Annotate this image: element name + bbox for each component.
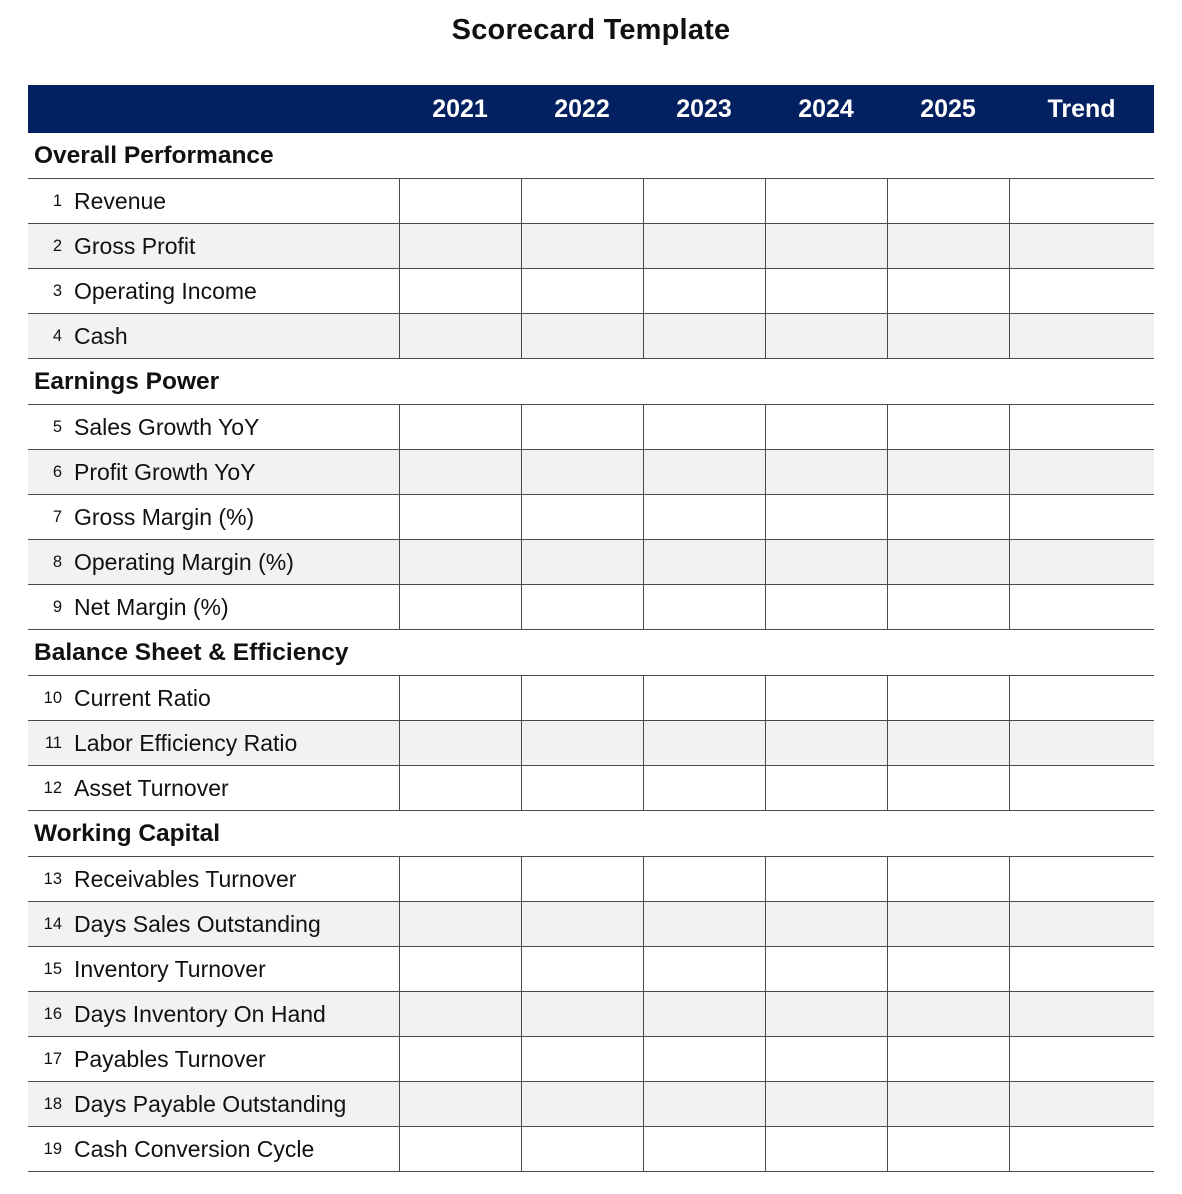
cell-2025[interactable] — [887, 405, 1009, 449]
cell-trend[interactable] — [1009, 224, 1154, 268]
cell-2021[interactable] — [399, 721, 521, 765]
cell-trend[interactable] — [1009, 857, 1154, 901]
table-row — [28, 269, 1154, 314]
cell-2025[interactable] — [887, 269, 1009, 313]
table-row — [28, 224, 1154, 269]
cell-2021[interactable] — [399, 1127, 521, 1171]
table-row — [28, 992, 1154, 1037]
row-number: 1 — [52, 191, 62, 210]
cell-2022[interactable] — [521, 721, 643, 765]
cell-2024[interactable] — [765, 314, 887, 358]
row-number: 18 — [43, 1094, 62, 1113]
row-number: 13 — [43, 869, 62, 888]
cell-2024[interactable] — [765, 179, 887, 223]
cell-2025[interactable] — [887, 495, 1009, 539]
header-trend: Trend — [1047, 95, 1116, 123]
metric-name: Days Sales Outstanding — [74, 910, 321, 937]
metric-label-cell — [28, 1127, 399, 1171]
page-title: Scorecard Template — [451, 14, 731, 46]
cell-2023[interactable] — [643, 179, 765, 223]
cell-trend[interactable] — [1009, 405, 1154, 449]
metric-label-cell — [28, 224, 399, 268]
row-number: 10 — [43, 688, 62, 707]
cell-trend[interactable] — [1009, 495, 1154, 539]
cell-2022[interactable] — [521, 1127, 643, 1171]
cell-2023[interactable] — [643, 1037, 765, 1081]
cell-2021[interactable] — [399, 1037, 521, 1081]
cell-2024[interactable] — [765, 947, 887, 991]
cell-trend[interactable] — [1009, 269, 1154, 313]
metric-name: Revenue — [74, 187, 167, 214]
metric-label-cell — [28, 314, 399, 358]
cell-2021[interactable] — [399, 585, 521, 629]
metric-name: Net Margin (%) — [74, 593, 229, 620]
metric-label-cell — [28, 405, 399, 449]
cell-2022[interactable] — [521, 224, 643, 268]
table-row — [28, 314, 1154, 359]
row-number: 12 — [43, 778, 62, 797]
cell-2022[interactable] — [521, 450, 643, 494]
cell-2021[interactable] — [399, 676, 521, 720]
cell-2023[interactable] — [643, 405, 765, 449]
row-number: 6 — [52, 462, 62, 481]
section-title: Balance Sheet & Efficiency — [28, 630, 1154, 676]
cell-2022[interactable] — [521, 902, 643, 946]
section-title: Earnings Power — [28, 359, 1154, 405]
cell-trend[interactable] — [1009, 1082, 1154, 1126]
table-row — [28, 721, 1154, 766]
table-header-row — [28, 85, 1154, 133]
cell-2024[interactable] — [765, 269, 887, 313]
metric-label-cell — [28, 450, 399, 494]
metric-label-cell — [28, 495, 399, 539]
row-number: 15 — [43, 959, 62, 978]
cell-2021[interactable] — [399, 314, 521, 358]
metric-name: Days Payable Outstanding — [74, 1090, 347, 1117]
cell-2021[interactable] — [399, 405, 521, 449]
metric-name: Gross Profit — [74, 232, 196, 259]
scorecard-table — [28, 85, 1154, 1172]
cell-2022[interactable] — [521, 269, 643, 313]
table-row — [28, 405, 1154, 450]
cell-2024[interactable] — [765, 405, 887, 449]
metric-label-cell — [28, 1037, 399, 1081]
cell-2023[interactable] — [643, 947, 765, 991]
row-number: 14 — [43, 914, 62, 933]
cell-2025[interactable] — [887, 224, 1009, 268]
cell-2024[interactable] — [765, 721, 887, 765]
row-number: 16 — [43, 1004, 62, 1023]
cell-2024[interactable] — [765, 676, 887, 720]
header-year-2025: 2025 — [920, 95, 976, 123]
cell-2025[interactable] — [887, 540, 1009, 584]
metric-label-cell — [28, 992, 399, 1036]
header-year-2022: 2022 — [554, 95, 610, 123]
cell-2022[interactable] — [521, 179, 643, 223]
cell-2023[interactable] — [643, 314, 765, 358]
metric-label-cell — [28, 269, 399, 313]
cell-2022[interactable] — [521, 495, 643, 539]
table-row — [28, 585, 1154, 630]
cell-trend[interactable] — [1009, 902, 1154, 946]
table-row — [28, 1127, 1154, 1172]
cell-2024[interactable] — [765, 1082, 887, 1126]
cell-2024[interactable] — [765, 450, 887, 494]
cell-2023[interactable] — [643, 1082, 765, 1126]
cell-2023[interactable] — [643, 766, 765, 810]
cell-2022[interactable] — [521, 947, 643, 991]
table-row — [28, 1037, 1154, 1082]
cell-trend[interactable] — [1009, 721, 1154, 765]
metric-name: Operating Margin (%) — [74, 548, 294, 575]
metric-name: Asset Turnover — [74, 774, 229, 801]
header-year-2023: 2023 — [676, 95, 732, 123]
cell-2024[interactable] — [765, 224, 887, 268]
cell-2023[interactable] — [643, 992, 765, 1036]
cell-2023[interactable] — [643, 676, 765, 720]
cell-trend[interactable] — [1009, 450, 1154, 494]
cell-2025[interactable] — [887, 857, 1009, 901]
cell-2021[interactable] — [399, 902, 521, 946]
cell-2022[interactable] — [521, 676, 643, 720]
cell-trend[interactable] — [1009, 1127, 1154, 1171]
cell-trend[interactable] — [1009, 947, 1154, 991]
metric-name: Operating Income — [74, 277, 257, 304]
metric-name: Receivables Turnover — [74, 865, 297, 892]
cell-2024[interactable] — [765, 585, 887, 629]
cell-2025[interactable] — [887, 1082, 1009, 1126]
cell-2024[interactable] — [765, 495, 887, 539]
row-number: 9 — [52, 597, 62, 616]
cell-2022[interactable] — [521, 1082, 643, 1126]
cell-2022[interactable] — [521, 405, 643, 449]
cell-trend[interactable] — [1009, 1037, 1154, 1081]
cell-trend[interactable] — [1009, 585, 1154, 629]
cell-2021[interactable] — [399, 857, 521, 901]
table-row — [28, 179, 1154, 224]
header-year-2024: 2024 — [798, 95, 854, 123]
metric-label-cell — [28, 585, 399, 629]
section-title: Overall Performance — [28, 133, 1154, 179]
cell-2023[interactable] — [643, 585, 765, 629]
cell-2022[interactable] — [521, 1037, 643, 1081]
metric-name: Cash — [74, 322, 128, 349]
metric-label-cell — [28, 947, 399, 991]
cell-2023[interactable] — [643, 721, 765, 765]
cell-2023[interactable] — [643, 902, 765, 946]
metric-label-cell — [28, 676, 399, 720]
cell-2025[interactable] — [887, 585, 1009, 629]
cell-2021[interactable] — [399, 450, 521, 494]
metric-label-cell — [28, 179, 399, 223]
row-number: 8 — [52, 552, 62, 571]
metric-name: Current Ratio — [74, 684, 211, 711]
cell-2022[interactable] — [521, 314, 643, 358]
cell-2025[interactable] — [887, 992, 1009, 1036]
cell-2021[interactable] — [399, 1082, 521, 1126]
cell-trend[interactable] — [1009, 992, 1154, 1036]
cell-2025[interactable] — [887, 766, 1009, 810]
metric-name: Labor Efficiency Ratio — [74, 729, 298, 756]
header-year-2021: 2021 — [432, 95, 488, 123]
metric-name: Gross Margin (%) — [74, 503, 255, 530]
cell-2022[interactable] — [521, 540, 643, 584]
cell-2023[interactable] — [643, 450, 765, 494]
table-row — [28, 495, 1154, 540]
cell-trend[interactable] — [1009, 179, 1154, 223]
cell-2021[interactable] — [399, 224, 521, 268]
row-number: 2 — [52, 236, 62, 255]
cell-2021[interactable] — [399, 540, 521, 584]
metric-label-cell — [28, 540, 399, 584]
cell-2025[interactable] — [887, 1037, 1009, 1081]
row-number: 4 — [52, 326, 62, 345]
metric-label-cell — [28, 721, 399, 765]
metric-name: Inventory Turnover — [74, 955, 266, 982]
metric-label-cell — [28, 1082, 399, 1126]
cell-2024[interactable] — [765, 766, 887, 810]
cell-trend[interactable] — [1009, 314, 1154, 358]
cell-2021[interactable] — [399, 179, 521, 223]
cell-2024[interactable] — [765, 902, 887, 946]
table-row — [28, 857, 1154, 902]
table-row — [28, 540, 1154, 585]
table-row — [28, 766, 1154, 811]
cell-trend[interactable] — [1009, 766, 1154, 810]
row-number: 11 — [44, 733, 62, 752]
cell-2021[interactable] — [399, 766, 521, 810]
cell-2022[interactable] — [521, 585, 643, 629]
cell-2025[interactable] — [887, 179, 1009, 223]
row-number: 19 — [43, 1139, 62, 1158]
metric-name: Cash Conversion Cycle — [74, 1135, 315, 1162]
cell-2025[interactable] — [887, 902, 1009, 946]
metric-name: Profit Growth YoY — [74, 458, 256, 485]
row-number: 5 — [52, 417, 62, 436]
metric-name: Sales Growth YoY — [74, 413, 260, 440]
cell-trend[interactable] — [1009, 540, 1154, 584]
cell-2021[interactable] — [399, 947, 521, 991]
table-row — [28, 450, 1154, 495]
cell-2021[interactable] — [399, 992, 521, 1036]
cell-2021[interactable] — [399, 495, 521, 539]
cell-2023[interactable] — [643, 540, 765, 584]
cell-2022[interactable] — [521, 992, 643, 1036]
metric-label-cell — [28, 766, 399, 810]
table-row — [28, 676, 1154, 721]
cell-2024[interactable] — [765, 1037, 887, 1081]
cell-2024[interactable] — [765, 992, 887, 1036]
cell-2024[interactable] — [765, 857, 887, 901]
cell-2025[interactable] — [887, 314, 1009, 358]
cell-2023[interactable] — [643, 269, 765, 313]
cell-2025[interactable] — [887, 947, 1009, 991]
cell-2025[interactable] — [887, 450, 1009, 494]
row-number: 3 — [52, 281, 62, 300]
table-row — [28, 902, 1154, 947]
cell-2023[interactable] — [643, 857, 765, 901]
cell-2025[interactable] — [887, 1127, 1009, 1171]
metric-name: Days Inventory On Hand — [74, 1000, 326, 1027]
sections-container — [28, 133, 1154, 1172]
cell-2025[interactable] — [887, 721, 1009, 765]
cell-2023[interactable] — [643, 224, 765, 268]
table-row — [28, 947, 1154, 992]
cell-2021[interactable] — [399, 269, 521, 313]
cell-2025[interactable] — [887, 676, 1009, 720]
cell-2022[interactable] — [521, 857, 643, 901]
row-number: 7 — [52, 507, 62, 526]
metric-name: Payables Turnover — [74, 1045, 266, 1072]
cell-2023[interactable] — [643, 495, 765, 539]
section-title: Working Capital — [28, 811, 1154, 857]
metric-label-cell — [28, 902, 399, 946]
row-number: 17 — [43, 1049, 62, 1068]
cell-trend[interactable] — [1009, 676, 1154, 720]
metric-label-cell — [28, 857, 399, 901]
cell-2024[interactable] — [765, 1127, 887, 1171]
table-row — [28, 1082, 1154, 1127]
cell-2023[interactable] — [643, 1127, 765, 1171]
cell-2024[interactable] — [765, 540, 887, 584]
cell-2022[interactable] — [521, 766, 643, 810]
